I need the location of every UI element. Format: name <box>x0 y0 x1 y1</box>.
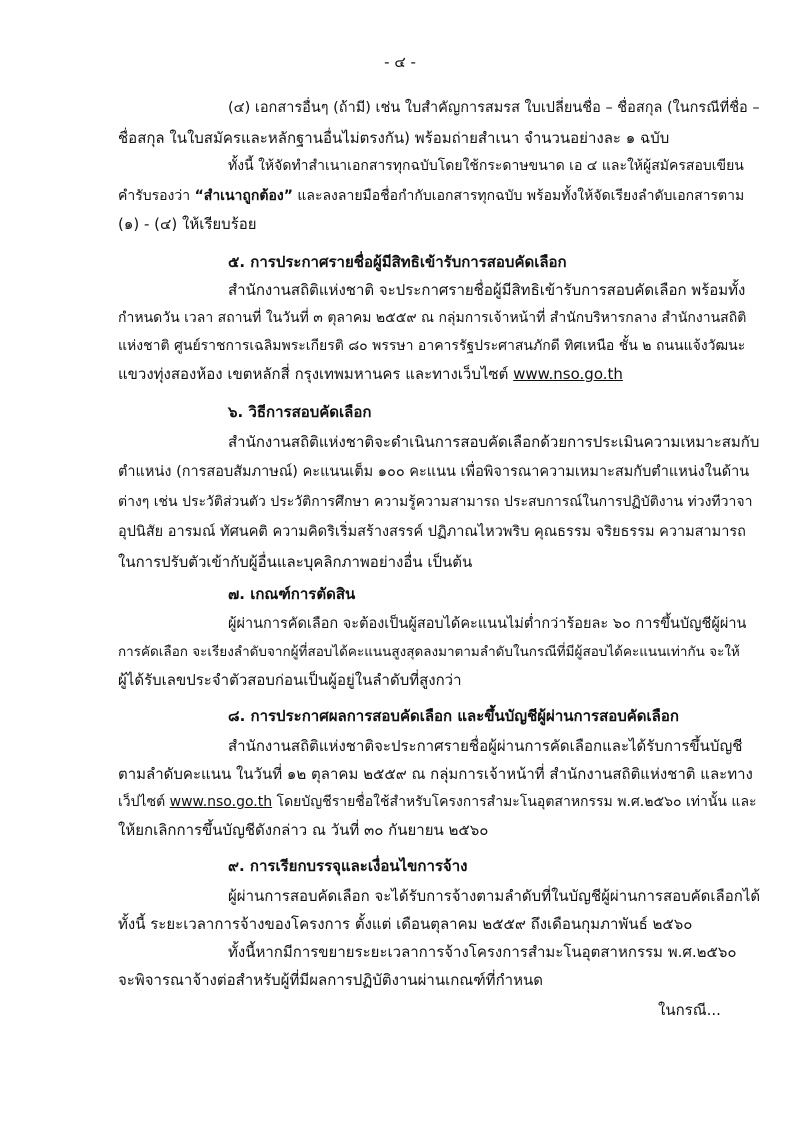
note-line1: ทั้งนี้ ให้จัดทำสำเนาเอกสารทุกฉบับโดยใช้กระดาษขนาด เอ ๔ และให้ผู้สมัครสอบเขียน <box>228 158 744 174</box>
section-6-line: ตำแหน่ง (การสอบสัมภาษณ์) คะแนนเต็ม ๑๐๐ คะแนน เพื่อพิจารณาความเหมาะสมกับตำแหน่งในด้าน <box>118 464 750 480</box>
section-5-heading: ๕. การประกาศรายชื่อผู้มีสิทธิเข้ารับการสอบคัดเลือก <box>228 253 567 271</box>
section-7-line: การคัดเลือก จะเรียงลำดับจากผู้ที่สอบได้คะแนนสูงสุดลงมาตามลำดับในกรณีที่มีผู้สอบได้คะแนนเท่ากัน จะให้ <box>118 644 740 660</box>
section-8-line: ตามลำดับคะแนน ในวันที่ ๑๒ ตุลาคม ๒๕๕๙ ณ กลุ่มการเจ้าหน้าที่ สำนักงานสถิติแห่งชาติ และทาง <box>118 765 753 783</box>
certified-copy-phrase: “สำเนาถูกต้อง” <box>194 188 293 204</box>
nso-website-link[interactable]: www.nso.go.th <box>169 794 273 810</box>
section-8-link-prefix: เว็ปไซต์ <box>118 794 170 810</box>
nso-website-link[interactable]: www.nso.go.th <box>513 365 623 383</box>
section-5-line: แห่งชาติ ศูนย์ราชการเฉลิมพระเกียรติ ๘๐ พรรษา อาคารรัฐประศาสนภักดี ทิศเหนือ ชั้น ๒ ถนนแจ้งวัฒนะ <box>118 338 746 354</box>
section-9-line: ผู้ผ่านการสอบคัดเลือก จะได้รับการจ้างตามลำดับที่ในบัญชีผู้ผ่านการสอบคัดเลือกได้ <box>228 887 761 905</box>
section-6-line: ในการปรับตัวเข้ากับผู้อื่นและบุคลิกภาพอย่างอื่น เป็นต้น <box>118 553 473 571</box>
continuation-text: ในกรณี... <box>658 1001 721 1019</box>
section-8-line <box>118 792 757 812</box>
section-7-line: ผู้ได้รับเลขประจำตัวสอบก่อนเป็นผู้อยู่ในลำดับที่สูงกว่า <box>118 671 462 689</box>
page-number: - ๔ - <box>384 53 416 71</box>
section-6-heading: ๖. วิธีการสอบคัดเลือก <box>228 403 372 421</box>
item4-line1: (๔) เอกสารอื่นๆ (ถ้ามี) เช่น ใบสำคัญการสมรส ใบเปลี่ยนชื่อ – ชื่อสกุล (ในกรณีที่ชื่อ – <box>228 100 760 116</box>
section-8-link-suffix: โดยบัญชีรายชื่อใช้สำหรับโครงการสำมะโนอุตสาหกรรม พ.ศ.๒๕๖๐ เท่านั้น และ <box>272 794 757 810</box>
note-line2 <box>118 186 744 206</box>
section-6-line: สำนักงานสถิติแห่งชาติจะดำเนินการสอบคัดเลือกด้วยการประเมินความเหมาะสมกับ <box>228 433 760 451</box>
section-7-heading: ๗. เกณฑ์การตัดสิน <box>228 585 356 603</box>
note-line3: (๑) - (๔) ให้เรียบร้อย <box>118 215 257 233</box>
section-9-line: ทั้งนี้ ระยะเวลาการจ้างของโครงการ ตั้งแต่ เดือนตุลาคม ๒๕๕๙ ถึงเดือนกุมภาพันธ์ ๒๕๖๐ <box>118 915 693 933</box>
section-8-heading: ๘. การประกาศผลการสอบคัดเลือก และขึ้นบัญชีผู้ผ่านการสอบคัดเลือก <box>228 707 679 725</box>
section-5-line: กำหนดวัน เวลา สถานที่ ในวันที่ ๓ ตุลาคม ๒๕๕๙ ณ กลุ่มการเจ้าหน้าที่ สำนักบริหารกลาง สำนักงานสถิติ <box>118 310 747 326</box>
note-text-a: คำรับรองว่า <box>118 188 195 204</box>
section-9-heading: ๙. การเรียกบรรจุและเงื่อนไขการจ้าง <box>228 857 468 875</box>
note-text-b: และลงลายมือชื่อกำกับเอกสารทุกฉบับ พร้อมทั้งให้จัดเรียงลำดับเอกสารตาม <box>292 188 745 204</box>
section-8-line: สำนักงานสถิติแห่งชาติจะประกาศรายชื่อผู้ผ่านการคัดเลือกและได้รับการขึ้นบัญชี <box>228 737 743 755</box>
section-5-last-text: แขวงทุ่งสองห้อง เขตหลักสี่ กรุงเทพมหานคร และทางเว็บไซต์ <box>118 365 514 383</box>
section-5-line: สำนักงานสถิติแห่งชาติ จะประกาศรายชื่อผู้มีสิทธิเข้ารับการสอบคัดเลือก พร้อมทั้ง <box>228 281 746 299</box>
section-6-line: ต่างๆ เช่น ประวัติส่วนตัว ประวัติการศึกษา ความรู้ความสามารถ ประสบการณ์ในการปฏิบัติงาน ท่วงทีวาจา <box>118 494 753 510</box>
section-9-line: จะพิจารณาจ้างต่อสำหรับผู้ที่มีผลการปฏิบัติงานผ่านเกณฑ์ที่กำหนด <box>118 971 543 989</box>
item4-line2: ชื่อสกุล ในใบสมัครและหลักฐานอื่นไม่ตรงกัน) พร้อมถ่ายสำเนา จำนวนอย่างละ ๑ ฉบับ <box>118 129 670 147</box>
section-9-line: ทั้งนี้หากมีการขยายระยะเวลาการจ้างโครงการสำมะโนอุตสาหกรรม พ.ศ.๒๕๖๐ <box>228 943 737 961</box>
section-5-line <box>118 364 623 384</box>
section-8-line: ให้ยกเลิกการขึ้นบัญชีดังกล่าว ณ วันที่ ๓๐ กันยายน ๒๕๖๐ <box>118 821 489 839</box>
section-6-line: อุปนิสัย อารมณ์ ทัศนคติ ความคิดริเริ่มสร้างสรรค์ ปฏิภาณไหวพริบ คุณธรรม จริยธรรม ความสามารถ <box>118 524 746 540</box>
section-7-line: ผู้ผ่านการคัดเลือก จะต้องเป็นผู้สอบได้คะแนนไม่ต่ำกว่าร้อยละ ๖๐ การขึ้นบัญชีผู้ผ่าน <box>228 616 747 632</box>
